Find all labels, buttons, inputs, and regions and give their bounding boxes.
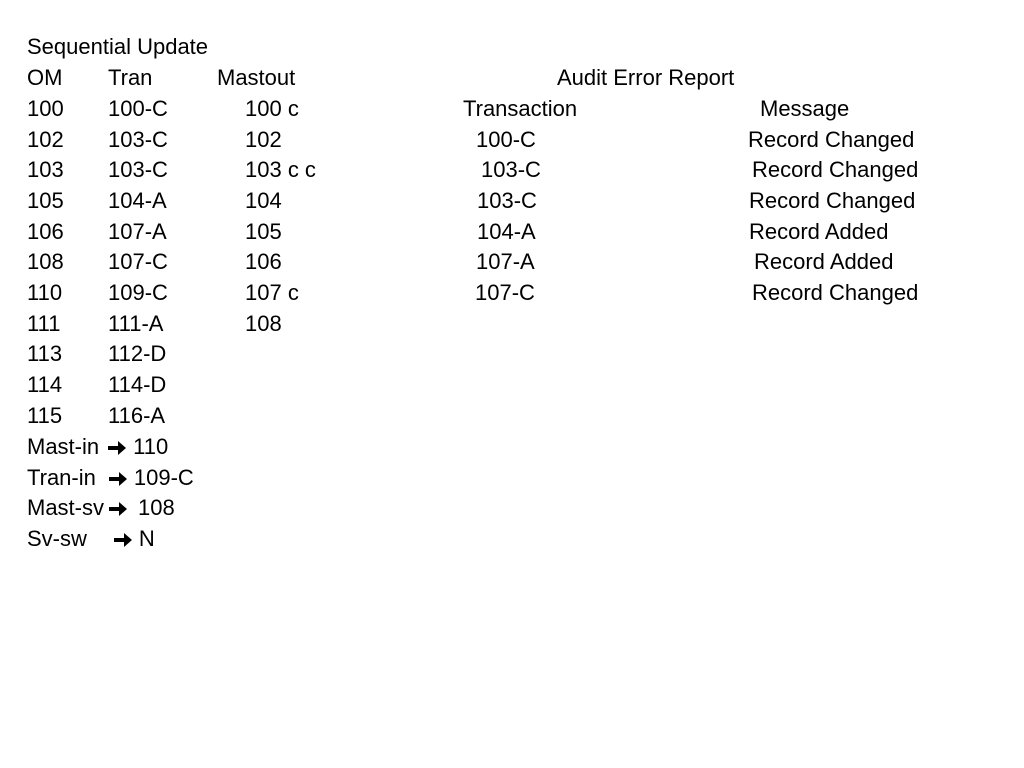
om-header: OM <box>27 65 63 90</box>
mastout-value: 108 <box>245 311 282 336</box>
mastout-value: 106 <box>245 249 282 274</box>
tran-value: 107-C <box>108 249 168 274</box>
om-value: 102 <box>27 127 64 152</box>
audit-transaction: 107-C <box>475 280 535 305</box>
var-mast-sv <box>27 495 175 521</box>
message-header: Message <box>760 96 850 121</box>
right-arrow-icon <box>107 440 127 456</box>
audit-message: Record Changed <box>752 280 919 305</box>
var-label: Tran-in <box>27 465 96 490</box>
om-value: 114 <box>27 372 63 397</box>
audit-message: Record Changed <box>748 127 915 152</box>
var-sv-sw <box>27 526 155 552</box>
om-value: 106 <box>27 219 64 244</box>
tran-header: Tran <box>108 65 153 90</box>
audit-transaction: 100-C <box>476 127 536 152</box>
om-value: 115 <box>27 403 63 428</box>
audit-transaction: 107-A <box>476 249 535 274</box>
var-value: 108 <box>138 495 175 520</box>
om-value: 108 <box>27 249 64 274</box>
tran-value: 116-A <box>108 403 166 428</box>
right-arrow-icon <box>108 471 128 487</box>
mastout-value: 105 <box>245 219 282 244</box>
om-value: 113 <box>27 341 63 366</box>
om-value: 105 <box>27 188 64 213</box>
audit-report-title: Audit Error Report <box>557 65 735 90</box>
audit-transaction: 103-C <box>477 188 537 213</box>
tran-value: 111-A <box>108 311 164 336</box>
audit-transaction: 104-A <box>477 219 536 244</box>
mastout-value: 103 c c <box>245 157 316 182</box>
mastout-value: 107 c <box>245 280 299 305</box>
right-arrow-icon <box>113 532 133 548</box>
var-value: 110 <box>133 434 169 459</box>
tran-value: 109-C <box>108 280 168 305</box>
mastout-header: Mastout <box>217 65 296 90</box>
om-value: 103 <box>27 157 64 182</box>
tran-value: 103-C <box>108 157 168 182</box>
tran-value: 114-D <box>108 372 167 397</box>
mastout-value: 104 <box>245 188 282 213</box>
om-value: 111 <box>27 311 61 336</box>
audit-transaction: 103-C <box>481 157 541 182</box>
tran-value: 100-C <box>108 96 168 121</box>
var-tran-in <box>27 465 194 491</box>
tran-value: 112-D <box>108 341 167 366</box>
var-label: Mast-sv <box>27 495 104 520</box>
audit-message: Record Added <box>749 219 889 244</box>
var-label: Sv-sw <box>27 526 87 551</box>
right-arrow-icon <box>108 501 128 517</box>
tran-value: 104-A <box>108 188 167 213</box>
audit-message: Record Added <box>754 249 894 274</box>
mastout-value: 102 <box>245 127 282 152</box>
var-label: Mast-in <box>27 434 100 459</box>
var-value: 109-C <box>133 465 194 490</box>
var-mast-in <box>27 434 168 460</box>
om-value: 110 <box>27 280 63 305</box>
var-value: N <box>138 526 155 551</box>
audit-message: Record Changed <box>752 157 919 182</box>
slide-title: Sequential Update <box>27 34 209 59</box>
mastout-value: 100 c <box>245 96 299 121</box>
tran-value: 103-C <box>108 127 168 152</box>
om-value: 100 <box>27 96 64 121</box>
transaction-header: Transaction <box>463 96 578 121</box>
audit-message: Record Changed <box>749 188 916 213</box>
tran-value: 107-A <box>108 219 167 244</box>
